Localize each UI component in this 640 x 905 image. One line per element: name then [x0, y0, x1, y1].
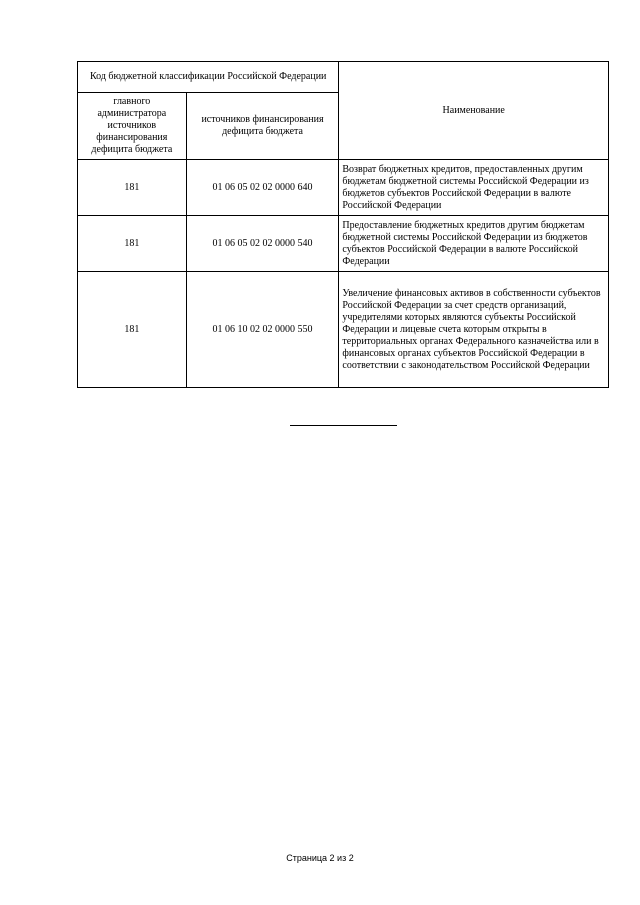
header-chief-administrator: главного администратора источников финансирования дефицита бюджета [78, 93, 187, 160]
name-cell: Предоставление бюджетных кредитов другим бюджетам бюджетной системы Российской Федерации из бюджетов субъектов Российской Федерации в валюте Российской Федерации [339, 216, 609, 272]
name-cell: Возврат бюджетных кредитов, предоставленных другим бюджетам бюджетной системы Российской Федерации из бюджетов субъектов Российской Федерации в валюте Российской Федерации [339, 160, 609, 216]
budget-classification-table [77, 61, 609, 388]
header-name: Наименование [339, 62, 609, 160]
admin-code-cell: 181 [78, 272, 187, 388]
page-number-footer: Страница 2 из 2 [286, 853, 354, 863]
admin-code-cell: 181 [78, 216, 187, 272]
admin-code-cell: 181 [78, 160, 187, 216]
table-row [78, 216, 609, 272]
name-cell: Увеличение финансовых активов в собственности субъектов Российской Федерации за счет средств организаций, учредителями которых являются субъекты Российской Федерации и лицевые счета которым открыты в территориальных органах Федерального казначейства или в финансовых органах субъектов Российской Федерации в соответствии с законодательством Российской Федерации [339, 272, 609, 388]
header-budget-classification-code: Код бюджетной классификации Российской Федерации [78, 62, 339, 93]
source-code-cell: 01 06 05 02 02 0000 540 [186, 216, 339, 272]
header-financing-sources: источников финансирования дефицита бюджета [186, 93, 339, 160]
table-row [78, 160, 609, 216]
source-code-cell: 01 06 10 02 02 0000 550 [186, 272, 339, 388]
source-code-cell: 01 06 05 02 02 0000 640 [186, 160, 339, 216]
end-divider-line [290, 425, 397, 426]
table-row [78, 272, 609, 388]
table-header-row [78, 62, 609, 93]
